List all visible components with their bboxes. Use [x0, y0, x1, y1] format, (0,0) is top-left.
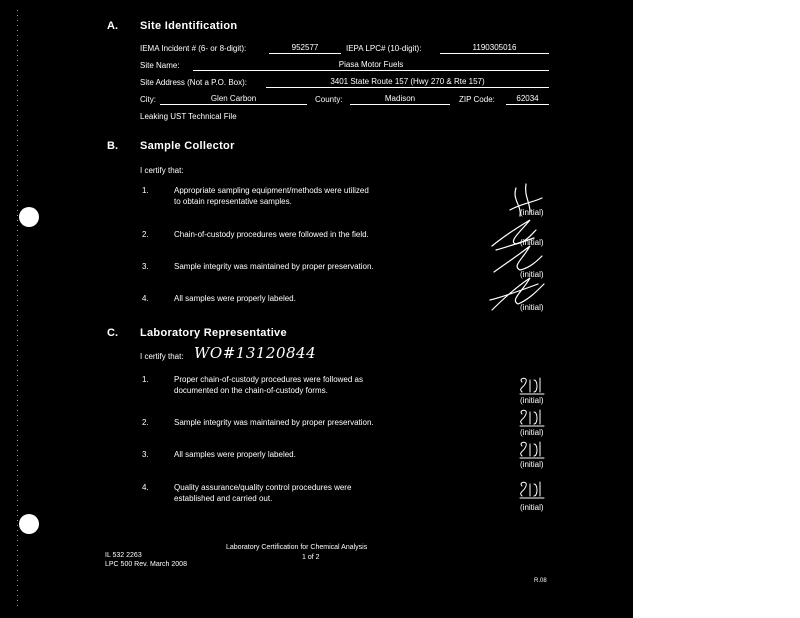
zip-underline [506, 104, 549, 105]
lab-item-2-initial-label: (initial) [520, 428, 544, 437]
city-value: Glen Carbon [210, 94, 257, 103]
lab-item-3-line1: All samples were properly labeled. [174, 450, 296, 459]
incident-underline [269, 53, 341, 54]
page-edge-perforation [17, 10, 18, 610]
collector-item-3-initial-label: (initial) [520, 270, 544, 279]
lab-item-1-line1: Proper chain-of-custody procedures were followed as [174, 375, 363, 384]
lab-item-3-initial-label: (initial) [520, 460, 544, 469]
lab-item-1-line2: documented on the chain-of-custody forms. [174, 386, 328, 395]
technical-file-label: Leaking UST Technical File [140, 112, 237, 121]
city-label: City: [140, 95, 156, 104]
collector-item-1-line1: Appropriate sampling equipment/methods were utilized [174, 186, 369, 195]
incident-value: 952577 [291, 43, 319, 52]
lab-item-2-number: 2. [142, 418, 149, 427]
site-name-underline [193, 70, 549, 71]
lpc-underline [440, 53, 549, 54]
county-label: County: [315, 95, 343, 104]
footer-form-code: LPC 500 Rev. March 2008 [105, 561, 187, 568]
lab-item-4-line1: Quality assurance/quality control procedures were [174, 483, 352, 492]
lab-item-4-initial-label: (initial) [520, 503, 544, 512]
lab-item-2-line1: Sample integrity was maintained by proper preservation. [174, 418, 374, 427]
lab-item-1-number: 1. [142, 375, 149, 384]
county-underline [350, 104, 450, 105]
site-address-label: Site Address (Not a P.O. Box): [140, 78, 248, 87]
collector-item-1-initial-label: (initial) [520, 208, 544, 217]
binder-hole-top [19, 207, 39, 227]
collector-item-2-initial-label: (initial) [520, 238, 544, 247]
lab-handwritten-work-order: WO#13120844 [194, 344, 317, 362]
collector-item-2-number: 2. [142, 230, 149, 239]
county-value: Madison [384, 94, 416, 103]
footer-corner-code: R.08 [534, 578, 547, 584]
city-underline [160, 104, 307, 105]
site-address-underline [266, 87, 549, 88]
section-a-letter: A. [107, 20, 118, 32]
collector-item-3-number: 3. [142, 262, 149, 271]
collector-item-4-number: 4. [142, 294, 149, 303]
section-a-title: Site Identification [140, 20, 238, 32]
collector-certify-text: I certify that: [140, 166, 184, 175]
footer-page-number: 1 of 2 [302, 554, 320, 561]
collector-item-2-line1: Chain-of-custody procedures were followed in the field. [174, 230, 369, 239]
collector-item-3-line1: Sample integrity was maintained by proper preservation. [174, 262, 374, 271]
section-b-letter: B. [107, 140, 118, 152]
lab-certify-text: I certify that: [140, 352, 184, 361]
lab-item-3-number: 3. [142, 450, 149, 459]
collector-item-4-initial-label: (initial) [520, 303, 544, 312]
section-c-letter: C. [107, 327, 118, 339]
collector-item-1-number: 1. [142, 186, 149, 195]
collector-item-1-line2: to obtain representative samples. [174, 197, 292, 206]
section-b-title: Sample Collector [140, 140, 235, 152]
lab-item-4-line2: established and carried out. [174, 494, 273, 503]
lab-handwritten-initials [516, 374, 550, 504]
lpc-label: IEPA LPC# (10-digit): [346, 44, 422, 53]
collector-item-4-line1: All samples were properly labeled. [174, 294, 296, 303]
footer-form-id: IL 532 2263 [105, 552, 142, 559]
lab-item-4-number: 4. [142, 483, 149, 492]
incident-label: IEMA Incident # (6- or 8-digit): [140, 44, 247, 53]
zip-label: ZIP Code: [459, 95, 495, 104]
site-name-value: Piasa Motor Fuels [338, 60, 404, 69]
zip-value: 62034 [516, 94, 539, 103]
site-address-value: 3401 State Route 157 (Hwy 270 & Rte 157) [330, 77, 485, 86]
footer-form-title: Laboratory Certification for Chemical Analysis [226, 544, 368, 551]
collector-handwritten-initials-signature [486, 180, 556, 320]
site-name-label: Site Name: [140, 61, 180, 70]
lab-item-1-initial-label: (initial) [520, 396, 544, 405]
lpc-value: 1190305016 [472, 43, 517, 52]
section-c-title: Laboratory Representative [140, 327, 287, 339]
binder-hole-bottom [19, 514, 39, 534]
